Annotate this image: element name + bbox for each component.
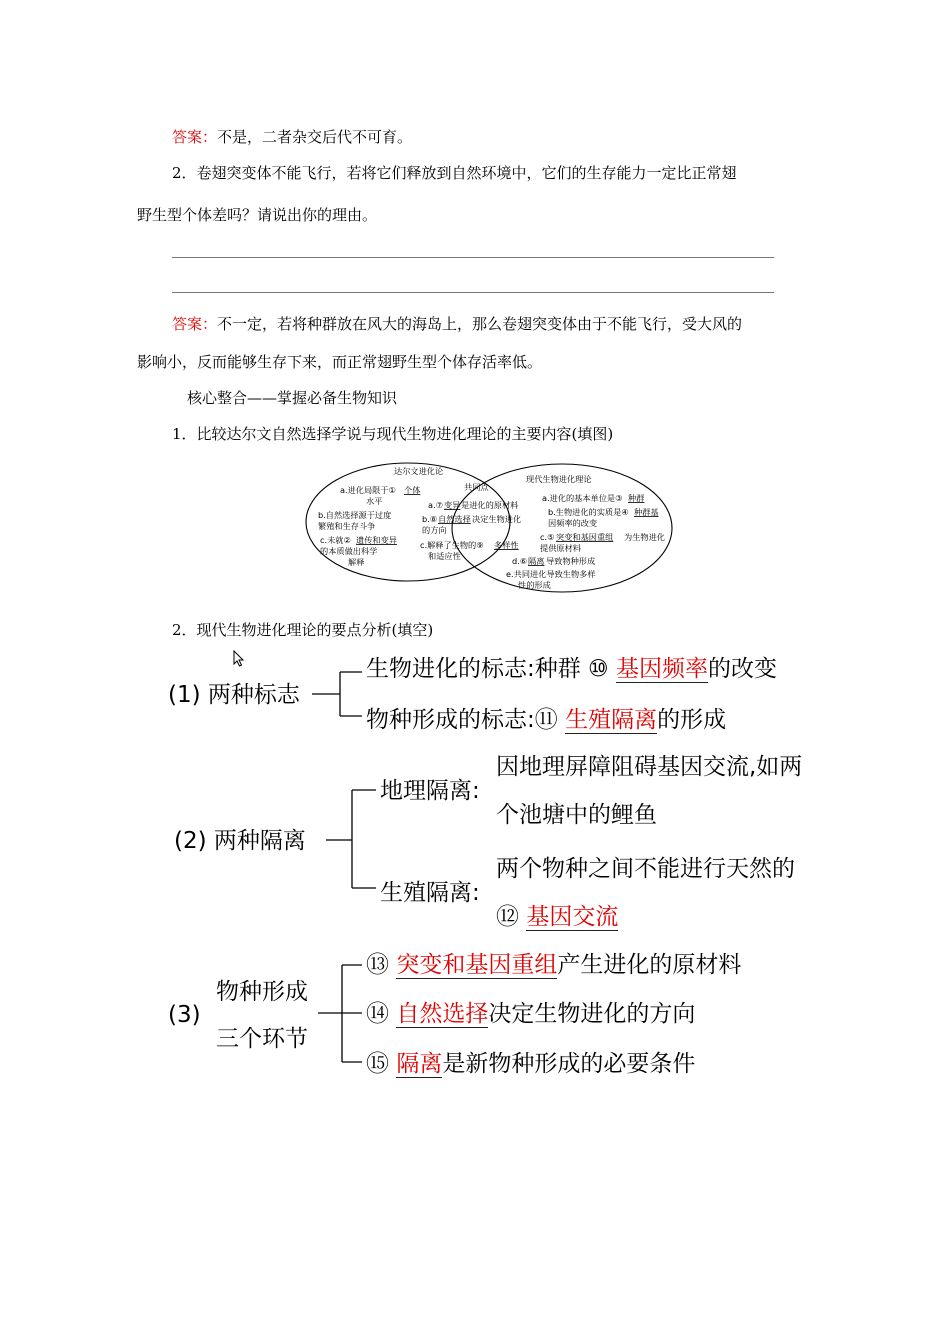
answer-label: 答案： [172,315,218,333]
question-2-line2: 野生型个体差吗？请说出你的理由。 [137,206,378,224]
mid-c-fill: 多样性 [494,540,519,550]
fill-blank-12: 基因交流 [526,904,619,930]
section-title: 核心整合——掌握必备生物知识 [187,389,398,407]
right-a-fill: 种群 [628,493,645,503]
mid-a-fill: 变异 [444,500,461,510]
part1-row2 [366,706,726,734]
part1-row2-suffix: 的形成 [657,707,727,733]
mid-b1: b.⑧ [422,514,438,524]
fill-blank-15: 隔离 [396,1051,443,1077]
part1-label: (1) 两种标志 [168,682,300,708]
left-a2: 水平 [366,496,383,506]
part1-row1-suffix: 的改变 [708,656,777,682]
part3-row3-suffix: 是新物种形成的必要条件 [442,1051,696,1077]
part3-row3 [366,1050,695,1078]
mid-b3: 的方向 [422,525,447,535]
left-c-fill: 遗传和变异 [356,535,397,545]
part1-row1 [366,655,777,683]
left-b1: b.自然选择源于过度 [318,510,392,520]
right-b2: 因频率的改变 [548,518,598,528]
mid-title: 共同点 [464,482,489,492]
part3-row1-suffix: 产生进化的原材料 [557,952,742,978]
left-c2: 的本质做出科学 [320,546,378,556]
fill-blank-14: 自然选择 [396,1001,489,1027]
part3-label-line1: 物种形成 [216,979,308,1005]
item-2-title: 2．现代生物进化理论的要点分析(填空) [172,621,434,639]
part1-row1-prefix: 生物进化的标志:种群 ⑩ [366,656,616,682]
part3-num: (3) [168,1002,201,1028]
part1-row2-prefix: 物种形成的标志:⑪ [366,707,566,733]
answer-text: 不是，二者杂交后代不可育。 [217,128,413,146]
fill-blank-10: 基因频率 [616,656,708,682]
answer-q2-line2: 影响小，反而能够生存下来，而正常翅野生型个体存活率低。 [137,353,543,371]
mid-a2: 是进化的原材料 [461,500,519,510]
left-a-fill: 个体 [404,485,421,495]
right-title: 现代生物进化理论 [526,474,592,484]
mid-c1: c.解释了生物的⑨ [420,540,484,550]
left-c3: 解释 [348,557,365,567]
right-e1: e.共同进化导致生物多样 [506,569,596,579]
right-d-fill: 隔离 [528,556,545,566]
part2-rep-num: ⑫ [496,904,527,930]
left-title: 达尔文进化论 [394,466,444,476]
fill-blank-13: 突变和基因重组 [396,952,558,978]
part3-label-line2: 三个环节 [216,1026,308,1052]
right-c3: 提供原材料 [540,543,581,553]
left-a1: a.进化局限于① [340,485,396,495]
mid-b2: 决定生物进化 [472,514,522,524]
item-1-title: 1．比较达尔文自然选择学说与现代生物进化理论的主要内容(填图) [172,425,614,443]
right-c1: c.⑤ [540,532,555,542]
right-a1: a.进化的基本单位是③ [542,493,623,503]
right-e2: 性的形成 [518,580,551,590]
right-d1: d.⑥ [512,556,528,566]
part3-row3-num: ⑮ [366,1051,397,1077]
mid-b-fill: 自然选择 [438,514,471,524]
right-b1: b.生物进化的实质是④ [548,507,629,517]
right-c-fill: 突变和基因重组 [556,532,614,542]
right-c2: 为生物进化 [624,532,665,542]
part3-row2-num: ⑭ [366,1001,397,1027]
part2-geo-line2: 个池塘中的鲤鱼 [496,802,657,828]
part2-rep-line2 [496,903,618,931]
answer-label: 答案： [172,128,218,146]
right-d2: 导致物种形成 [546,556,596,566]
part3-row1 [366,951,741,979]
right-b-fill: 种群基 [634,507,659,517]
mid-c2: 和适应性 [428,551,461,561]
mid-a1: a.⑦ [428,500,443,510]
fill-blank-11: 生殖隔离 [565,707,658,733]
part3-row2 [366,1000,695,1028]
left-b2: 繁殖和生存斗争 [318,521,376,531]
part2-geo-label: 地理隔离: [380,778,480,804]
part2-label: (2) 两种隔离 [174,828,306,854]
part3-row1-num: ⑬ [366,952,397,978]
left-c1: c.未就② [320,535,351,545]
part2-rep-label: 生殖隔离: [380,880,480,906]
part3-row2-suffix: 决定生物进化的方向 [488,1001,696,1027]
part2-rep-line1: 两个物种之间不能进行天然的 [496,856,795,882]
answer-text: 不一定，若将种群放在风大的海岛上，那么卷翅突变体由于不能飞行，受大风的 [217,315,743,333]
question-2-line1: 2．卷翅突变体不能飞行，若将它们释放到自然环境中，它们的生存能力一定比正常翅 [172,164,737,182]
part2-geo-line1: 因地理屏障阻碍基因交流,如两 [496,754,803,780]
